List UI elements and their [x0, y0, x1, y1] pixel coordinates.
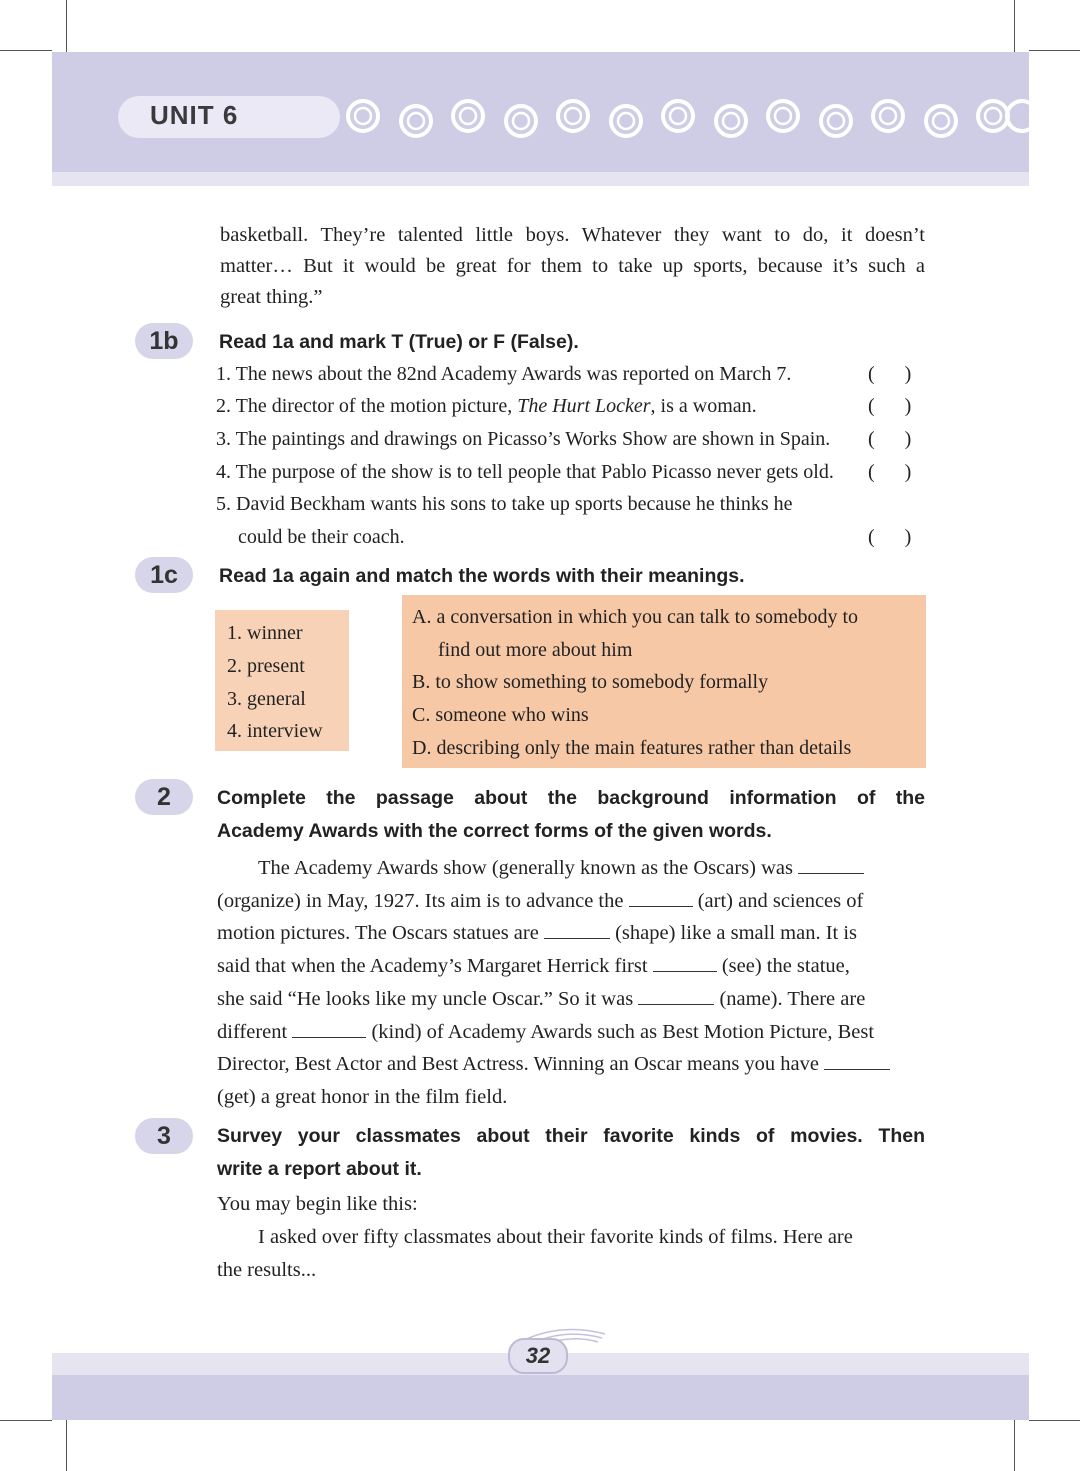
section-1b-heading: Read 1a and mark T (True) or F (False).	[219, 331, 579, 353]
passage-line	[217, 1048, 890, 1080]
meaning-c: C. someone who wins	[412, 704, 589, 726]
tf-item-2-before: 2. The director of the motion picture,	[216, 395, 518, 417]
film-title: The Hurt Locker	[517, 395, 651, 417]
tf-item: 5. David Beckham wants his sons to take up sports because he thinks he	[216, 493, 793, 515]
section-1c-heading: Read 1a again and match the words with their meanings.	[219, 565, 745, 587]
answer-blank[interactable]: ( )	[868, 526, 912, 548]
tf-item-2-after: , is a woman.	[650, 395, 757, 417]
meaning-d: D. describing only the main features rather than details	[412, 737, 852, 759]
decorative-rings	[0, 0, 1030, 180]
sample-line: the results...	[217, 1259, 317, 1281]
answer-blank[interactable]: ( )	[868, 395, 912, 417]
passage-text: said that when the Academy’s Margaret Herrick first	[217, 955, 648, 977]
page-number: 32	[508, 1338, 568, 1374]
crop-mark	[1029, 50, 1080, 51]
passage-text: (name). There are	[719, 988, 866, 1010]
passage-text: different	[217, 1021, 288, 1043]
section-1b-badge: 1b	[135, 323, 193, 359]
passage-text: she said “He looks like my uncle Oscar.” So it was	[217, 988, 634, 1010]
passage-text: (organize) in May, 1927. Its aim is to advance the	[217, 890, 624, 912]
passage-line: (get) a great honor in the film field.	[217, 1086, 508, 1108]
match-word: 2. present	[227, 655, 305, 677]
meaning-a-continuation: find out more about him	[438, 639, 633, 661]
answer-blank[interactable]: ( )	[868, 428, 912, 450]
tf-item-continuation: could be their coach.	[238, 526, 405, 548]
begin-line: You may begin like this:	[217, 1193, 418, 1215]
passage-line	[217, 917, 857, 949]
tf-item: 4. The purpose of the show is to tell people that Pablo Picasso never gets old.	[216, 461, 834, 483]
fill-blank[interactable]	[544, 920, 610, 939]
answer-blank[interactable]: ( )	[868, 363, 912, 385]
match-word: 1. winner	[227, 622, 303, 644]
fill-blank[interactable]	[629, 888, 693, 907]
fill-blank[interactable]	[798, 855, 864, 874]
fill-blank[interactable]	[292, 1019, 366, 1038]
passage-line	[258, 852, 864, 884]
passage-line	[217, 1016, 874, 1048]
meaning-b: B. to show something to somebody formally	[412, 671, 769, 693]
passage-text: (kind) of Academy Awards such as Best Motion Picture, Best	[371, 1021, 875, 1043]
section-3-badge: 3	[135, 1118, 193, 1154]
passage-text: Director, Best Actor and Best Actress. Winning an Oscar means you have	[217, 1053, 820, 1075]
passage-text: The Academy Awards show (generally known as the Oscars) was	[258, 857, 793, 879]
passage-text: (art) and sciences of	[697, 890, 864, 912]
intro-line: basketball. They’re talented little boys. Whatever they want to do, it doesn’t	[220, 224, 925, 246]
fill-blank[interactable]	[653, 953, 717, 972]
section-1c-badge: 1c	[135, 557, 193, 593]
answer-blank[interactable]: ( )	[868, 461, 912, 483]
passage-text: (shape) like a small man. It is	[615, 922, 858, 944]
match-word: 4. interview	[227, 720, 323, 742]
section-2-heading: Complete the passage about the background information of the	[217, 787, 925, 809]
tf-item: 3. The paintings and drawings on Picasso’s Works Show are shown in Spain.	[216, 428, 831, 450]
passage-line	[217, 950, 850, 982]
crop-mark	[0, 1420, 52, 1421]
section-2-heading: Academy Awards with the correct forms of the given words.	[217, 820, 772, 842]
meaning-a: A. a conversation in which you can talk to somebody to	[412, 606, 859, 628]
footer-band	[52, 1375, 1029, 1420]
tf-item: 1. The news about the 82nd Academy Awards was reported on March 7.	[216, 363, 792, 385]
fill-blank[interactable]	[824, 1051, 890, 1070]
section-2-badge: 2	[135, 779, 193, 815]
sample-line: I asked over fifty classmates about their favorite kinds of films. Here are	[258, 1226, 853, 1248]
passage-line	[217, 983, 865, 1015]
section-3-heading: Survey your classmates about their favorite kinds of movies. Then	[217, 1125, 925, 1147]
section-3-heading: write a report about it.	[217, 1158, 422, 1180]
passage-text: motion pictures. The Oscars statues are	[217, 922, 539, 944]
passage-text: (see) the statue,	[721, 955, 850, 977]
tf-item	[216, 391, 757, 421]
crop-mark	[1029, 1420, 1080, 1421]
intro-line: great thing.”	[220, 286, 323, 308]
fill-blank[interactable]	[638, 986, 714, 1005]
match-word: 3. general	[227, 688, 306, 710]
intro-line: matter… But it would be great for them to take up sports, because it’s such a	[220, 255, 925, 277]
unit-title: UNIT 6	[150, 100, 239, 130]
passage-line	[217, 885, 863, 917]
